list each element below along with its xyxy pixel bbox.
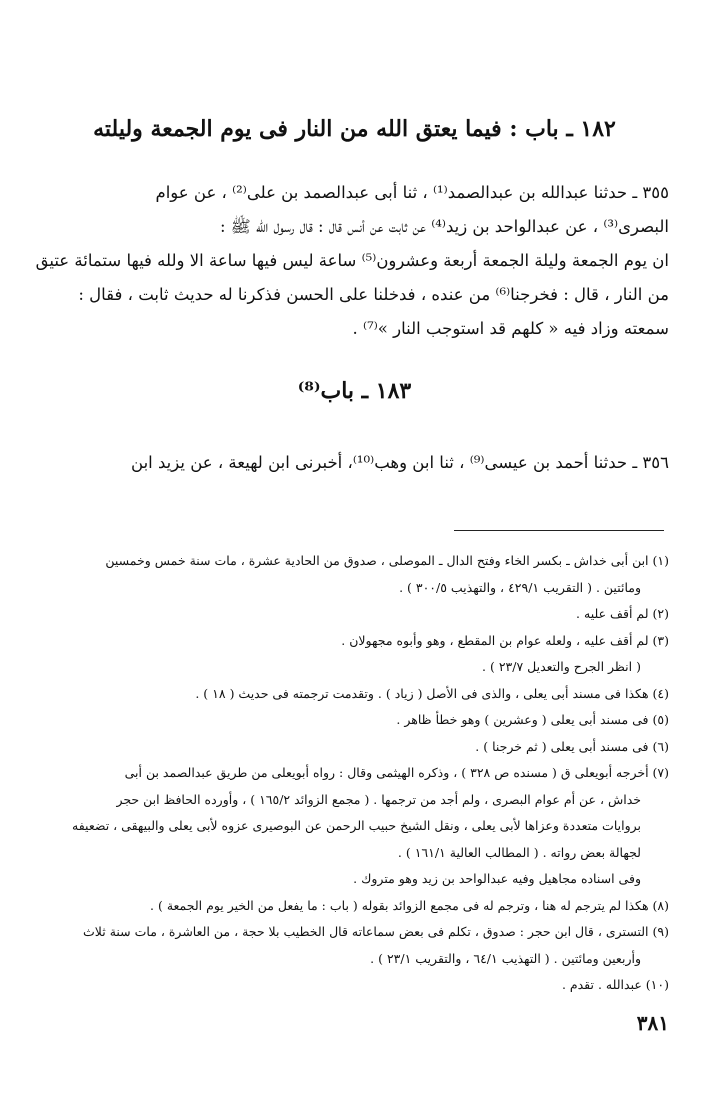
hadith-355 [35,176,669,346]
footnote-line: (٣) لم أقف عليه ، ولعله عوام بن المقطع ، وهو وأبوه مجهولان . [341,632,669,648]
footnote-divider [454,530,664,531]
hadith-356 [95,446,669,480]
hadith-355-line-4: من النار ، قال : فخرجنا⁽⁶⁾ من عنده ، فدخلنا على الحسن فذكرنا له حديث ثابت ، فقال : [78,285,669,304]
footnotes [35,548,669,999]
chapter-title: ١٨٢ ـ باب : فيما يعتق الله من النار فى يوم الجمعة وليلته [93,116,616,142]
hadith-355-line-1: ٣٥٥ ـ حدثنا عبدالله بن عبدالصمد⁽¹⁾ ، ثنا أبى عبدالصمد بن على⁽²⁾ ، عن عوام [155,183,669,202]
footnote-line: وفى اسناده مجاهيل وفيه عبدالواحد بن زيد وهو متروك . [353,871,641,886]
page-number: ٣٨١ [636,1011,669,1035]
footnote-line: وأربعين ومائتين . ( التهذيب ٦٤/١ ، والتقريب ٢٣/١ ) . [370,950,641,966]
footnote-line: (٦) فى مسند أبى يعلى ( ثم خرجنا ) . [475,738,669,754]
footnote-line: (٢) لم أقف عليه . [576,606,669,621]
footnote-line: بروايات متعددة وعزاها لأبى يعلى ، ونقل الشيخ حبيب الرحمن عن البوصيرى عزوه لأبى يعلى والبيهقى ، تضعيفه [72,818,641,833]
footnote-line: (٩) التسترى ، قال ابن حجر : صدوق ، تكلم فى بعض سماعاته قال الخطيب بلا حجة ، من العاشرة ، مات سنة ثلاث [83,924,669,939]
footnote-line: (٤) هكذا فى مسند أبى يعلى ، والذى فى الأصل ( زياد ) . وتقدمت ترجمته فى حديث ( ١٨ ) . [195,685,669,701]
footnote-line: (٥) فى مسند أبى يعلى ( وعشرين ) وهو خطأ ظاهر . [396,712,669,727]
footnote-line: (٧) أخرجه أبويعلى ق ( مسنده ص ٣٢٨ ) ، وذكره الهيثمى وقال : رواه أبويعلى من طريق عبدالصمد بن أبى [124,765,669,780]
footnote-line: (١٠) عبدالله . تقدم . [561,977,669,992]
hadith-356-line-1: ٣٥٦ ـ حدثنا أحمد بن عيسى⁽⁹⁾ ، ثنا ابن وهب⁽¹⁰⁾، أخبرنى ابن لهيعة ، عن يزيد ابن [131,453,669,472]
footnote-line: (١) ابن أبى خداش ـ بكسر الخاء وفتح الدال ـ الموصلى ، صدوق من الحادية عشرة ، مات سنة خمس وخمسين [105,553,669,568]
footnote-line: ( انظر الجرح والتعديل ٢٣/٧ ) . [482,659,641,674]
footnote-line: ومائتين . ( التقريب ٤٢٩/١ ، والتهذيب ٣٠٠/٥ ) . [399,579,641,595]
footnote-line: لجهالة بعض رواته . ( المطالب العالية ١٦١/١ ) . [397,844,641,860]
footnote-line: خداش ، عن أم عوام البصرى ، ولم أجد من ترجمها . ( مجمع الزوائد ١٦٥/٢ ) ، وأورده الحافظ ابن حجر [116,791,641,807]
footnote-line: (٨) هكذا لم يترجم له هنا ، وترجم له فى مجمع الزوائد بقوله ( باب : ما يفعل من الخير يوم الجمعة ) . [150,897,669,913]
section-heading-183: ١٨٣ ـ باب⁽⁸⁾ [297,378,412,404]
hadith-355-line-5: سمعته وزاد فيه « كلهم قد استوجب النار »⁽⁷⁾ . [352,319,669,338]
hadith-355-line-3: ان يوم الجمعة وليلة الجمعة أربعة وعشرون⁽⁵⁾ ساعة ليس فيها ساعة الا ولله فيها ستمائة عتيق [35,251,669,270]
hadith-355-line-2: البصرى⁽³⁾ ، عن عبدالواحد بن زيد⁽⁴⁾ عن ثابت عن أنس قال : قال رسول الله ﷺ : [219,217,669,236]
